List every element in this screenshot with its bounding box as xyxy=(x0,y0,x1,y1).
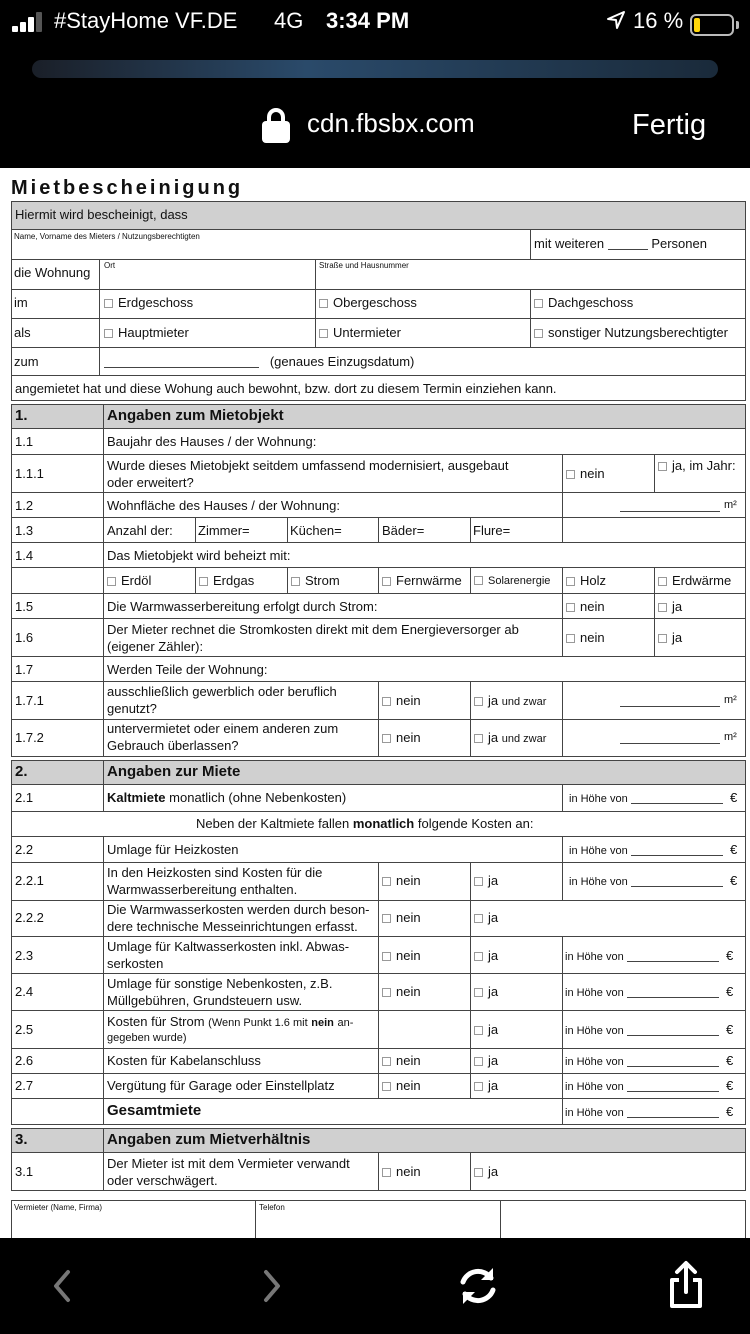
row-2-4-line1: Umlage für sonstige Nebenkosten, z.B. xyxy=(107,976,333,991)
share-icon[interactable] xyxy=(658,1258,714,1314)
signal-icon xyxy=(12,12,46,32)
row-2-3-line2: serkosten xyxy=(107,956,164,971)
row-1-3-number: 1.3 xyxy=(15,523,34,538)
erdgeschoss-checkbox[interactable]: Erdgeschoss xyxy=(104,294,193,311)
battery-icon xyxy=(690,14,734,36)
row-1-2-number: 1.2 xyxy=(15,498,34,513)
row-2-5-line2: gegeben wurde) xyxy=(107,1032,187,1044)
die-wohnung-label: die Wohnung xyxy=(14,265,91,280)
row-1-7-2-number: 1.7.2 xyxy=(15,730,44,745)
battery-tip xyxy=(736,21,739,29)
erdwaerme-checkbox[interactable]: Erdwärme xyxy=(658,572,731,589)
hauptmieter-checkbox[interactable]: Hauptmieter xyxy=(104,324,189,341)
row-1-6-number: 1.6 xyxy=(15,630,34,645)
row-2-2-2-line2: dere technische Messeinrichtungen erfasst. xyxy=(107,919,358,934)
battery-percent: 16 % xyxy=(633,8,684,33)
row-3-1-number: 3.1 xyxy=(15,1164,34,1179)
row-1-2-field[interactable] xyxy=(620,497,720,514)
row-1-6-line1: Der Mieter rechnet die Stromkosten direkt mit dem Energieversorger ab xyxy=(107,622,519,637)
row-1-6-ja[interactable]: ja xyxy=(658,629,682,646)
strasse-label: Straße und Hausnummer xyxy=(319,261,409,270)
document-page[interactable] xyxy=(0,168,750,1238)
row-2-4-nein[interactable]: nein xyxy=(382,983,421,1000)
row-1-1-1-line1: Wurde dieses Mietobjekt seitdem umfassend modernisiert, ausgebaut xyxy=(107,458,509,473)
row-2-6-amount[interactable]: in Höhe von xyxy=(565,1054,719,1071)
gesamtmiete-amount[interactable]: in Höhe von xyxy=(565,1105,719,1122)
reload-icon[interactable] xyxy=(450,1258,506,1314)
row-1-7-2-line1: untervermietet oder einem anderen zum xyxy=(107,721,339,736)
row-1-6-nein[interactable]: nein xyxy=(566,629,605,646)
holz-checkbox[interactable]: Holz xyxy=(566,572,606,589)
row-2-3-euro: € xyxy=(726,948,734,963)
url-row xyxy=(0,104,750,144)
row-1-6-line2: (eigener Zähler): xyxy=(107,639,204,654)
lock-icon xyxy=(262,108,290,142)
erdgas-checkbox[interactable]: Erdgas xyxy=(199,572,254,589)
row-2-2-euro: € xyxy=(730,842,738,857)
row-2-6-nein[interactable]: nein xyxy=(382,1052,421,1069)
row-2-2-amount[interactable]: in Höhe von xyxy=(569,843,723,860)
url-text[interactable]: cdn.fbsbx.com xyxy=(307,108,475,138)
row-2-4-number: 2.4 xyxy=(15,984,34,999)
row-2-2-1-euro: € xyxy=(730,873,738,888)
row-1-7-2-unit: m² xyxy=(724,731,737,743)
section2-title: Angaben zur Miete xyxy=(107,763,241,780)
row-1-7-number: 1.7 xyxy=(15,662,34,677)
solar-checkbox[interactable]: Solarenergie xyxy=(474,573,550,590)
row-1-7-2-line2: Gebrauch überlassen? xyxy=(107,738,239,753)
baeder-field[interactable]: Bäder= xyxy=(382,523,425,538)
row-1-1-1-number: 1.1.1 xyxy=(15,466,44,481)
name-label: Name, Vorname des Mieters / Nutzungsberechtigten xyxy=(14,232,200,241)
row-2-2-2-number: 2.2.2 xyxy=(15,910,44,925)
row-2-6-euro: € xyxy=(726,1053,734,1068)
row-3-1-line2: oder verschwägert. xyxy=(107,1173,218,1188)
dachgeschoss-checkbox[interactable]: Dachgeschoss xyxy=(534,294,633,311)
row-2-3-ja[interactable]: ja xyxy=(474,947,498,964)
gesamtmiete-label: Gesamtmiete xyxy=(107,1102,202,1119)
row-1-4-number: 1.4 xyxy=(15,548,34,563)
mit-weiteren-field[interactable]: mit weiteren Personen xyxy=(534,236,707,251)
section1-number: 1. xyxy=(15,407,28,424)
row-1-5-ja[interactable]: ja xyxy=(658,598,682,615)
row-2-1-euro: € xyxy=(730,790,738,805)
section2-number: 2. xyxy=(15,763,28,780)
carrier-name: #StayHome VF.DE xyxy=(54,8,238,33)
row-2-7-euro: € xyxy=(726,1078,734,1093)
row-3-1-line1: Der Mieter ist mit dem Vermieter verwandt xyxy=(107,1156,350,1171)
untermieter-checkbox[interactable]: Untermieter xyxy=(319,324,401,341)
location-arrow-icon xyxy=(606,10,626,30)
ort-label: Ort xyxy=(104,261,116,270)
angemietet-text: angemietet hat und diese Wohung auch bewohnt, bzw. dort zu diesem Termin einziehen kann. xyxy=(15,381,557,396)
row-2-2-2-ja[interactable]: ja xyxy=(474,909,498,926)
row-2-2-2-nein[interactable]: nein xyxy=(382,909,421,926)
anzahl-label: Anzahl der: xyxy=(107,523,173,538)
row-1-7-1-line2: genutzt? xyxy=(107,701,157,716)
network-type: 4G xyxy=(274,8,304,33)
row-2-2-1-line1: In den Heizkosten sind Kosten für die xyxy=(107,865,323,880)
row-2-7-number: 2.7 xyxy=(15,1078,34,1093)
row-2-5-number: 2.5 xyxy=(15,1022,34,1037)
row-3-1-nein[interactable]: nein xyxy=(382,1163,421,1180)
sonstiger-checkbox[interactable]: sonstiger Nutzungsberechtigter xyxy=(534,324,728,341)
zum-label: zum xyxy=(14,354,39,369)
row-2-6-ja[interactable]: ja xyxy=(474,1052,498,1069)
row-1-7-2-nein[interactable]: nein xyxy=(382,729,421,746)
vermieter-label: Vermieter (Name, Firma) xyxy=(14,1203,103,1212)
fernwaerme-checkbox[interactable]: Fernwärme xyxy=(382,572,462,589)
einzugsdatum-field[interactable]: (genaues Einzugsdatum) xyxy=(104,353,414,370)
row-2-2-number: 2.2 xyxy=(15,842,34,857)
row-1-7-1-line1: ausschließlich gewerblich oder beruflich xyxy=(107,684,337,699)
obergeschoss-checkbox[interactable]: Obergeschoss xyxy=(319,294,417,311)
document-title: Mietbescheinigung xyxy=(11,177,244,199)
flure-field[interactable]: Flure= xyxy=(473,523,511,538)
row-2-3-number: 2.3 xyxy=(15,948,34,963)
row-1-2-text: Wohnfläche des Hauses / der Wohnung: xyxy=(107,498,340,513)
kuechen-field[interactable]: Küchen= xyxy=(290,523,342,538)
status-bar xyxy=(0,6,750,36)
row-1-2-unit: m² xyxy=(724,499,737,511)
section3-title: Angaben zum Mietverhältnis xyxy=(107,1131,311,1148)
chevron-left-icon[interactable] xyxy=(34,1258,90,1314)
gesamtmiete-euro: € xyxy=(726,1104,734,1119)
row-2-2-1-number: 2.2.1 xyxy=(15,873,44,888)
row-2-2-1-ja[interactable]: ja xyxy=(474,872,498,889)
row-2-2-1-nein[interactable]: nein xyxy=(382,872,421,889)
strom-checkbox[interactable]: Strom xyxy=(291,572,340,589)
row-2-5-amount[interactable]: in Höhe von xyxy=(565,1023,719,1040)
done-button[interactable]: Fertig xyxy=(632,109,707,141)
row-1-7-1-field[interactable] xyxy=(620,692,720,709)
row-2-1-text: Kaltmiete monatlich (ohne Nebenkosten) xyxy=(107,790,347,805)
im-label: im xyxy=(14,295,28,310)
row-1-5-number: 1.5 xyxy=(15,599,34,614)
zimmer-field[interactable]: Zimmer= xyxy=(198,523,250,538)
row-2-3-nein[interactable]: nein xyxy=(382,947,421,964)
row-1-7-2-field[interactable] xyxy=(620,729,720,746)
row-2-7-text: Vergütung für Garage oder Einstellplatz xyxy=(107,1078,335,1093)
neben-kaltmiete-text: Neben der Kaltmiete fallen monatlich folgende Kosten an: xyxy=(196,816,534,831)
browser-bottom-bar xyxy=(0,1238,750,1334)
row-1-5-nein[interactable]: nein xyxy=(566,598,605,615)
row-1-7-2-ja[interactable]: ja und zwar xyxy=(474,729,546,748)
row-1-7-text: Werden Teile der Wohnung: xyxy=(107,662,268,677)
row-2-5-euro: € xyxy=(726,1022,734,1037)
row-2-3-line1: Umlage für Kaltwasserkosten inkl. Abwas- xyxy=(107,939,350,954)
row-2-3-amount[interactable]: in Höhe von xyxy=(565,949,719,966)
row-3-1-ja[interactable]: ja xyxy=(474,1163,498,1180)
row-2-7-amount[interactable]: in Höhe von xyxy=(565,1079,719,1096)
battery-level xyxy=(694,18,700,32)
section3-number: 3. xyxy=(15,1131,28,1148)
row-1-1-number: 1.1 xyxy=(15,434,34,449)
row-2-6-number: 2.6 xyxy=(15,1053,34,1068)
page-load-progress xyxy=(32,60,718,78)
row-1-5-text: Die Warmwasserbereitung erfolgt durch Strom: xyxy=(107,599,378,614)
row-2-7-nein[interactable]: nein xyxy=(382,1077,421,1094)
row-1-7-1-nein[interactable]: nein xyxy=(382,692,421,709)
row-1-1-1-line2: oder erweitert? xyxy=(107,475,194,490)
chevron-right-icon[interactable] xyxy=(244,1258,300,1314)
intro-text: Hiermit wird bescheinigt, dass xyxy=(15,207,188,222)
section1-title: Angaben zum Mietobjekt xyxy=(107,407,284,424)
row-2-1-number: 2.1 xyxy=(15,790,34,805)
telefon-label: Telefon xyxy=(259,1203,285,1212)
row-1-1-1-ja-im-jahr[interactable]: ja, im Jahr: xyxy=(658,457,736,474)
status-time: 3:34 PM xyxy=(326,8,410,33)
row-2-5-line1: Kosten für Strom (Wenn Punkt 1.6 mit nein an- xyxy=(107,1014,354,1029)
row-2-5-ja[interactable]: ja xyxy=(474,1021,498,1038)
row-2-4-amount[interactable]: in Höhe von xyxy=(565,985,719,1002)
row-2-4-euro: € xyxy=(726,984,734,999)
row-1-7-1-number: 1.7.1 xyxy=(15,693,44,708)
row-1-1-1-nein[interactable]: nein xyxy=(566,465,605,482)
row-2-4-ja[interactable]: ja xyxy=(474,983,498,1000)
row-1-1-text: Baujahr des Hauses / der Wohnung: xyxy=(107,434,317,449)
row-1-7-1-ja[interactable]: ja und zwar xyxy=(474,692,546,711)
row-2-2-1-amount[interactable]: in Höhe von xyxy=(569,874,723,891)
row-2-2-2-line1: Die Warmwasserkosten werden durch beson- xyxy=(107,902,370,917)
row-1-7-1-unit: m² xyxy=(724,694,737,706)
row-2-7-ja[interactable]: ja xyxy=(474,1077,498,1094)
row-2-4-line2: Müllgebühren, Grundsteuern usw. xyxy=(107,993,303,1008)
row-2-1-amount[interactable]: in Höhe von xyxy=(569,791,723,808)
row-2-2-text: Umlage für Heizkosten xyxy=(107,842,239,857)
row-1-4-text: Das Mietobjekt wird beheizt mit: xyxy=(107,548,291,563)
erdoel-checkbox[interactable]: Erdöl xyxy=(107,572,151,589)
row-2-6-text: Kosten für Kabelanschluss xyxy=(107,1053,261,1068)
browser-top-bar xyxy=(0,0,750,168)
row-2-2-1-line2: Warmwasserbereitung enthalten. xyxy=(107,882,298,897)
als-label: als xyxy=(14,325,31,340)
